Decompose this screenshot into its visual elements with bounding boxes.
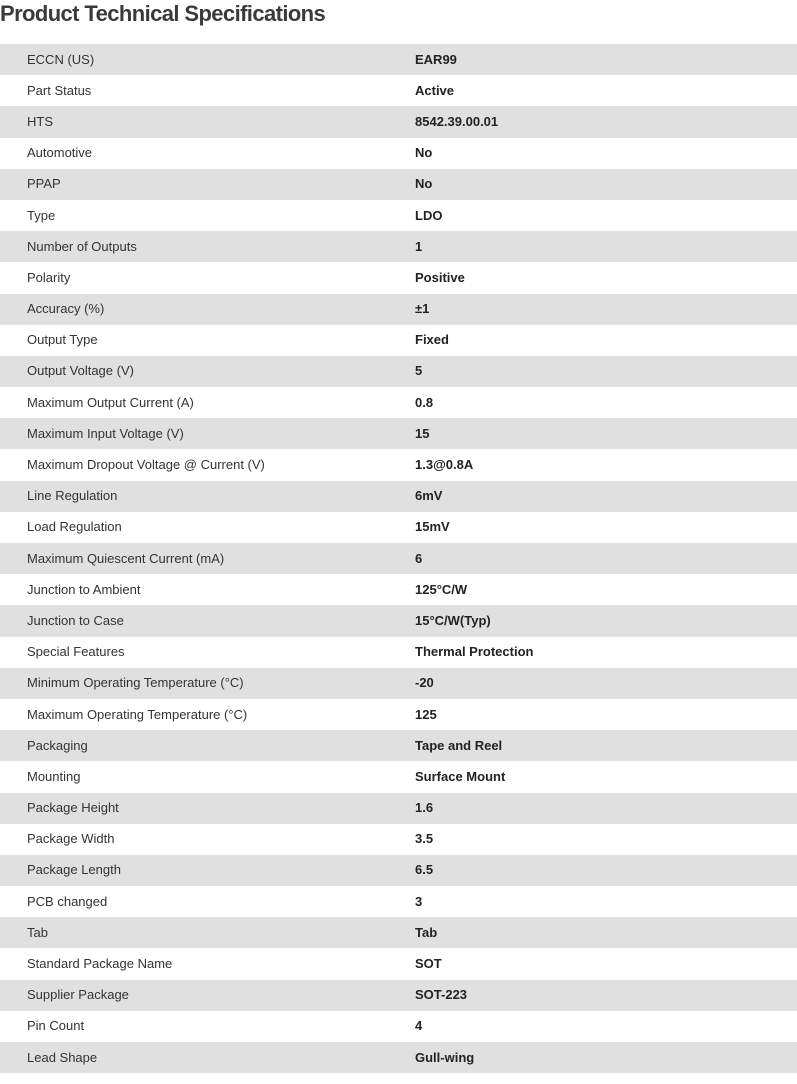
spec-label: Accuracy (%) xyxy=(27,301,105,317)
spec-row xyxy=(0,512,797,543)
spec-value: Surface Mount xyxy=(415,768,506,784)
spec-row xyxy=(0,325,797,356)
spec-value: 3.5 xyxy=(415,831,434,847)
spec-label: Lead Shape xyxy=(27,1049,98,1065)
spec-value: No xyxy=(415,145,433,161)
spec-row xyxy=(0,637,797,668)
spec-label: Output Voltage (V) xyxy=(27,363,134,379)
spec-row xyxy=(0,793,797,824)
page-title: Product Technical Specifications xyxy=(0,1,326,26)
spec-label: Mounting xyxy=(27,768,81,784)
spec-row xyxy=(0,1042,797,1073)
spec-label: Pin Count xyxy=(27,1018,85,1034)
spec-value: -20 xyxy=(415,675,434,691)
spec-label: Line Regulation xyxy=(27,488,118,504)
spec-row xyxy=(0,44,797,75)
spec-row xyxy=(0,1011,797,1042)
spec-row xyxy=(0,262,797,293)
spec-row xyxy=(0,75,797,106)
spec-value: LDO xyxy=(415,207,443,223)
spec-row xyxy=(0,917,797,948)
spec-row xyxy=(0,481,797,512)
spec-label: Load Regulation xyxy=(27,519,122,535)
spec-value: 8542.39.00.01 xyxy=(415,113,499,129)
spec-label: Output Type xyxy=(27,332,98,348)
spec-row xyxy=(0,605,797,636)
spec-value: SOT-223 xyxy=(415,987,468,1003)
spec-value: EAR99 xyxy=(415,51,457,67)
spec-value: 6 xyxy=(415,550,423,566)
spec-value: 125°C/W xyxy=(415,581,468,597)
spec-label: Maximum Input Voltage (V) xyxy=(27,425,184,441)
spec-row xyxy=(0,294,797,325)
specifications-table-body xyxy=(0,44,797,1073)
spec-value: 1.3@0.8A xyxy=(415,457,474,473)
spec-value: 1 xyxy=(415,238,423,254)
spec-label: Junction to Ambient xyxy=(27,581,141,597)
spec-value: 6.5 xyxy=(415,862,434,878)
spec-value: Gull-wing xyxy=(415,1049,475,1065)
spec-row xyxy=(0,699,797,730)
spec-label: Package Length xyxy=(27,862,121,878)
spec-row xyxy=(0,980,797,1011)
spec-label: Minimum Operating Temperature (°C) xyxy=(27,675,244,691)
spec-label: PCB changed xyxy=(27,893,108,909)
spec-row xyxy=(0,761,797,792)
spec-label: Special Features xyxy=(27,644,125,660)
spec-value: Tab xyxy=(415,924,438,940)
spec-label: Supplier Package xyxy=(27,987,129,1003)
spec-label: HTS xyxy=(27,113,53,129)
spec-row xyxy=(0,886,797,917)
spec-row xyxy=(0,574,797,605)
spec-label: Polarity xyxy=(27,269,71,285)
spec-value: No xyxy=(415,176,433,192)
spec-value: 15°C/W(Typ) xyxy=(415,612,491,628)
spec-label: Package Height xyxy=(27,800,119,816)
spec-row xyxy=(0,824,797,855)
spec-row xyxy=(0,138,797,169)
spec-row xyxy=(0,106,797,137)
spec-label: Junction to Case xyxy=(27,612,124,628)
spec-value: 5 xyxy=(415,363,423,379)
spec-label: Tab xyxy=(27,924,48,940)
spec-value: 6mV xyxy=(415,488,443,504)
spec-value: 15 xyxy=(415,425,430,441)
spec-label: PPAP xyxy=(27,176,61,192)
spec-row xyxy=(0,449,797,480)
spec-label: Packaging xyxy=(27,737,88,753)
spec-row xyxy=(0,948,797,979)
spec-label: Package Width xyxy=(27,831,115,847)
spec-value: ±1 xyxy=(415,301,430,317)
spec-row xyxy=(0,543,797,574)
spec-value: Active xyxy=(415,82,455,98)
spec-row xyxy=(0,231,797,262)
spec-row xyxy=(0,855,797,886)
spec-value: 3 xyxy=(415,893,423,909)
spec-row xyxy=(0,169,797,200)
spec-label: Standard Package Name xyxy=(27,956,173,972)
spec-value: 125 xyxy=(415,706,437,722)
spec-value: 1.6 xyxy=(415,800,434,816)
spec-value: Thermal Protection xyxy=(415,644,534,660)
spec-label: Number of Outputs xyxy=(27,238,137,254)
spec-row xyxy=(0,356,797,387)
spec-row xyxy=(0,387,797,418)
spec-value: Positive xyxy=(415,269,465,285)
spec-label: Maximum Quiescent Current (mA) xyxy=(27,550,225,566)
spec-row xyxy=(0,418,797,449)
spec-value: Fixed xyxy=(415,332,449,348)
spec-label: Part Status xyxy=(27,82,92,98)
spec-value: SOT xyxy=(415,956,442,972)
spec-value: Tape and Reel xyxy=(415,737,503,753)
spec-label: Type xyxy=(27,207,56,223)
spec-row xyxy=(0,668,797,699)
spec-label: Maximum Operating Temperature (°C) xyxy=(27,706,248,722)
spec-label: ECCN (US) xyxy=(27,51,95,67)
spec-label: Automotive xyxy=(27,145,93,161)
spec-label: Maximum Output Current (A) xyxy=(27,394,194,410)
specifications-table xyxy=(0,44,797,1073)
spec-value: 4 xyxy=(415,1018,423,1034)
spec-label: Maximum Dropout Voltage @ Current (V) xyxy=(27,457,265,473)
spec-row xyxy=(0,730,797,761)
spec-row xyxy=(0,200,797,231)
spec-value: 15mV xyxy=(415,519,450,535)
spec-value: 0.8 xyxy=(415,394,434,410)
